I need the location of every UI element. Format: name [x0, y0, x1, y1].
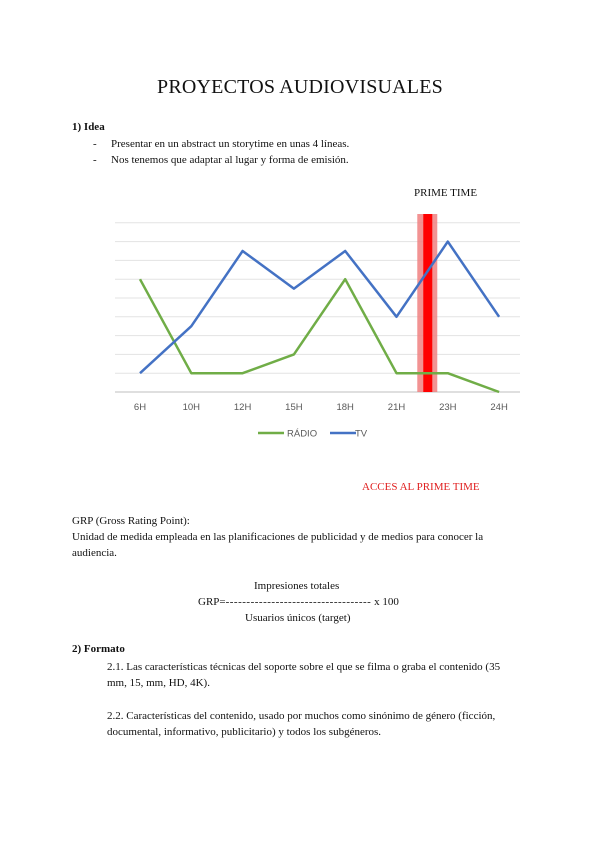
x-tick-label: 24H [490, 402, 508, 413]
grp-multiplier: x 100 [374, 596, 399, 608]
page-title: PROYECTOS AUDIOVISUALES [157, 76, 443, 98]
series-line-tv [140, 242, 499, 374]
list-item: - Nos tenemos que adaptar al lugar y forma de emisión. [93, 152, 533, 168]
prime-time-label: PRIME TIME [414, 187, 478, 199]
prime-time-band [417, 214, 437, 392]
x-tick-label: 18H [336, 402, 354, 413]
x-tick-label: 12H [233, 402, 252, 413]
legend-label: TV [355, 428, 368, 440]
list-item: - Presentar en un abstract un storytime en unas 4 líneas. [93, 136, 533, 152]
section-idea-heading: 1) Idea [72, 121, 105, 133]
x-tick-label: 6H [133, 402, 147, 413]
legend-label: RÁDIO [287, 428, 318, 440]
x-tick-label: 21H [387, 402, 406, 413]
grp-numerator: Impresiones totales [254, 580, 340, 592]
grp-lhs: GRP= [198, 596, 226, 608]
grp-heading: GRP (Gross Rating Point): [72, 515, 190, 527]
grp-formula-line [198, 594, 399, 610]
acces-prime-time-label: ACCES AL PRIME TIME [362, 481, 480, 493]
formato-item-1: 2.1. Las características técnicas del soporte sobre el que se filma o graba el contenido (35 mm, 15, mm, HD, 4K). [107, 661, 501, 689]
x-tick-label: 10H [182, 402, 201, 413]
x-tick-label: 15H [285, 402, 303, 413]
section-formato-heading: 2) Formato [72, 643, 125, 655]
grp-definition: Unidad de medida empleada en las planificaciones de publicidad y de medios para conocer la audiencia. [72, 531, 484, 559]
chart-grid [115, 223, 520, 392]
grp-fraction-rule: ----------------------------------- [225, 596, 372, 608]
prime-time-band-core [423, 214, 432, 392]
formato-item-2: 2.2. Características del contenido, usado por muchos como sinónimo de género (ficción, documental, informativo, publicitario) y todos los subgéneros. [107, 710, 496, 738]
grp-denominator: Usuarios únicos (target) [245, 612, 351, 624]
x-tick-label: 23H [439, 402, 457, 413]
